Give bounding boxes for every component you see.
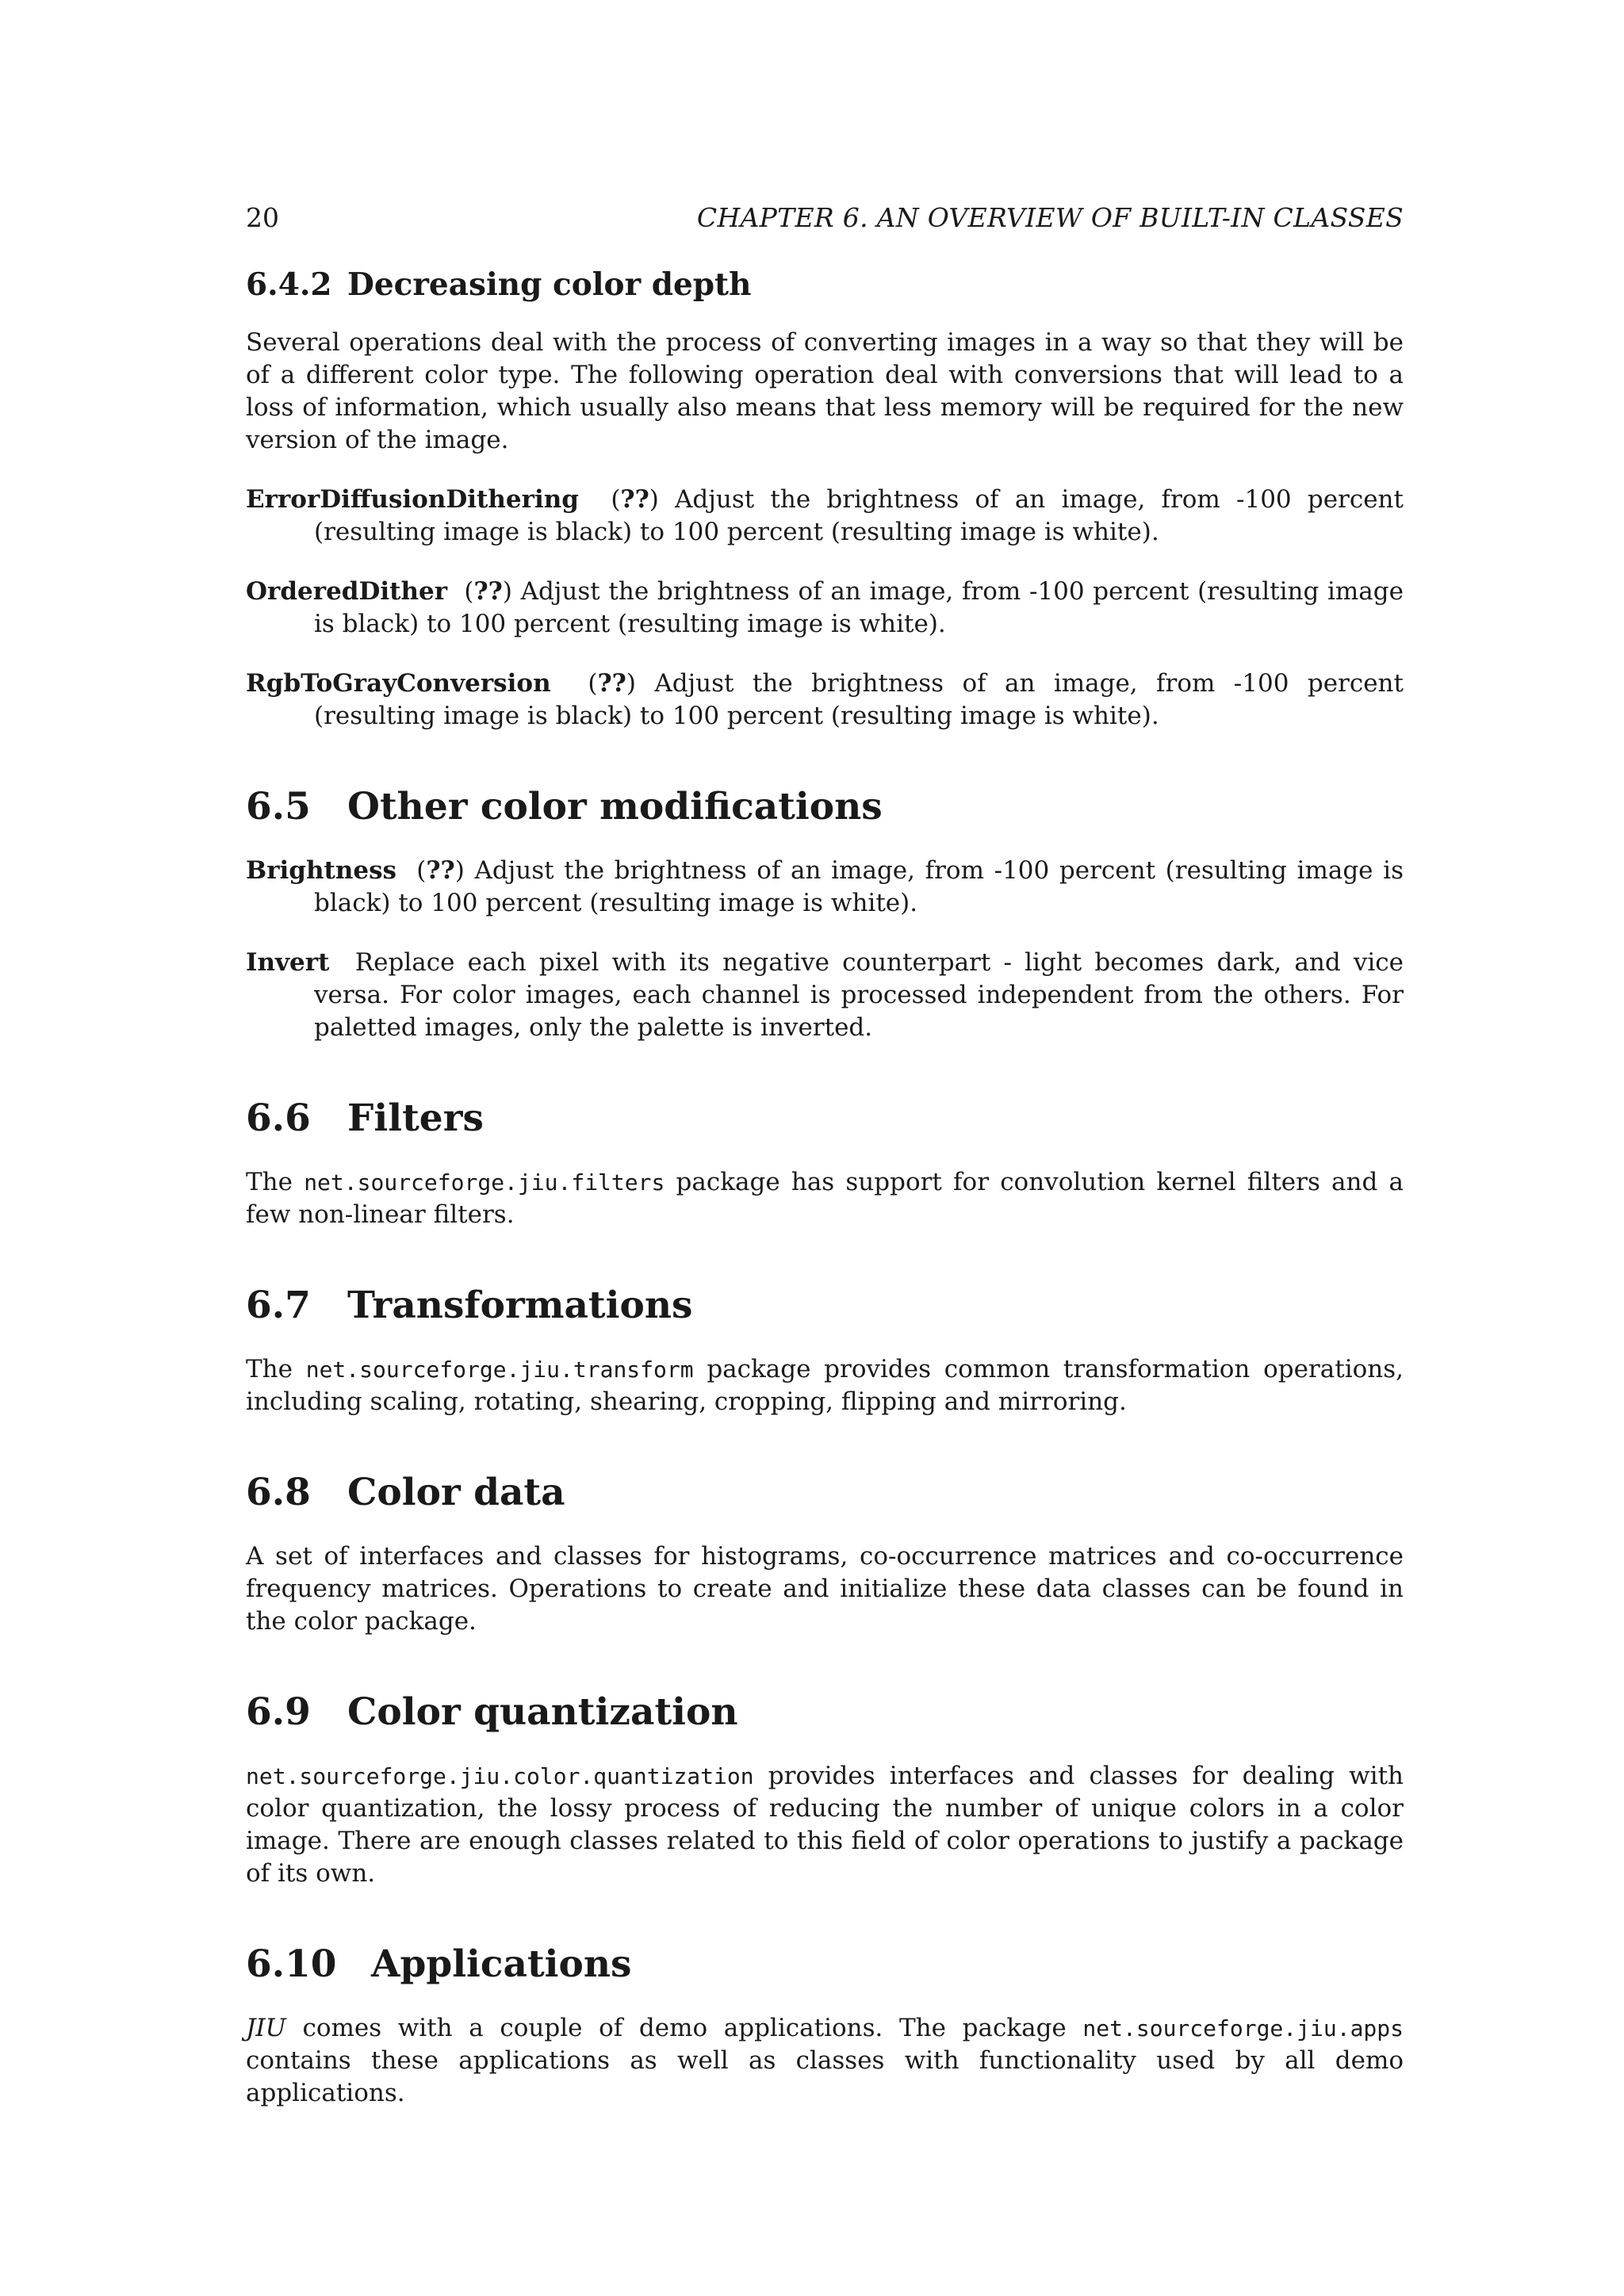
paragraph-color-depth-intro: Several operations deal with the process of converting images in a way so that they will be of a different color type. The following operation deal with conversions that will lead to a loss of information, which usually also means that less memory will be required for the new version of the image. bbox=[246, 328, 1404, 454]
section-heading-6-5 bbox=[246, 783, 1404, 831]
section-number: 6.10 bbox=[246, 1942, 337, 1986]
package-name: net.sourceforge.jiu.color.quantization bbox=[246, 1763, 754, 1789]
item-description: Replace each pixel with its negative counterpart - light becomes dark, and vice versa. For color images, each channel is processed independent from the others. For paletted images, only the palette is inverted. bbox=[314, 948, 1404, 1042]
item-description: Adjust the brightness of an image, from -100 percent (resulting image is black) to 100 percent (resulting image is white). bbox=[314, 856, 1404, 917]
page-number: 20 bbox=[246, 202, 279, 233]
text-run: comes with a couple of demo applications. The package bbox=[302, 2014, 1067, 2042]
description-list-color-modifications bbox=[246, 855, 1404, 1044]
cross-reference[interactable]: ?? bbox=[620, 485, 649, 514]
section-title: Applications bbox=[371, 1942, 632, 1986]
subsection-title: Decreasing color depth bbox=[347, 266, 752, 303]
package-name: net.sourceforge.jiu.apps bbox=[1082, 2015, 1404, 2042]
text-run: package has support for convolution kernel filters and a few non-linear filters. bbox=[246, 1168, 1404, 1229]
subsection-number: 6.4.2 bbox=[246, 266, 332, 303]
section-title: Transformations bbox=[347, 1284, 693, 1327]
library-name: JIU bbox=[246, 2014, 286, 2042]
section-title: Color quantization bbox=[347, 1690, 738, 1734]
cross-reference[interactable]: ?? bbox=[426, 856, 455, 885]
item-term: RgbToGrayConversion bbox=[246, 669, 551, 698]
paragraph-transformations bbox=[246, 1353, 1404, 1418]
paragraph-color-data: A set of interfaces and classes for histograms, co-occurrence matrices and co-occurrence frequency matrices. Operations to create and initialize these data classes can be found in the color package. bbox=[246, 1542, 1404, 1636]
section-title: Other color modifications bbox=[347, 785, 883, 828]
section-number: 6.9 bbox=[246, 1690, 311, 1734]
section-number: 6.6 bbox=[246, 1096, 311, 1140]
item-term: ErrorDiffusionDithering bbox=[246, 485, 579, 514]
cross-reference[interactable]: ?? bbox=[473, 577, 503, 606]
section-title: Color data bbox=[347, 1471, 565, 1514]
text-run: The bbox=[246, 1355, 293, 1383]
section-heading-6-10 bbox=[246, 1941, 1404, 1988]
section-number: 6.7 bbox=[246, 1284, 311, 1327]
item-description: Adjust the brightness of an image, from -100 percent (resulting image is black) to 100 percent (resulting image is white). bbox=[314, 485, 1404, 546]
package-name: net.sourceforge.jiu.transform bbox=[305, 1357, 694, 1383]
chapter-title: CHAPTER 6. AN OVERVIEW OF BUILT-IN CLASSES bbox=[696, 202, 1404, 233]
package-name: net.sourceforge.jiu.filters bbox=[304, 1169, 665, 1196]
description-item bbox=[246, 947, 1404, 1044]
description-list-color-depth bbox=[246, 484, 1404, 733]
item-description: Adjust the brightness of an image, from -100 percent (resulting image is black) to 100 percent (resulting image is white). bbox=[314, 669, 1404, 730]
description-item: Brightness (??) Adjust the brightness of an image, from -100 percent (resulting image is black) to 100 percent (resulting image is white). bbox=[246, 856, 1404, 917]
text-run: provides interfaces and classes for dealing with color quantization, the lossy process of reducing the number of unique colors in a color image. There are enough classes related to this field of color operations to justify a package of its own. bbox=[246, 1762, 1404, 1888]
item-term: Brightness bbox=[246, 856, 397, 885]
subsection-heading-6-4-2 bbox=[246, 265, 1404, 304]
item-term: Invert bbox=[246, 948, 330, 977]
item-description: Adjust the brightness of an image, from -100 percent (resulting image is black) to 100 percent (resulting image is white). bbox=[314, 577, 1404, 638]
section-heading-6-6 bbox=[246, 1095, 1404, 1142]
text-run: The bbox=[246, 1168, 293, 1196]
cross-reference[interactable]: ?? bbox=[597, 669, 626, 698]
text-run: contains these applications as well as classes with functionality used by all demo applications. bbox=[246, 2046, 1404, 2107]
section-title: Filters bbox=[347, 1096, 484, 1140]
description-item: ErrorDiffusionDithering (??) Adjust the brightness of an image, from -100 percent (resulting image is black) to 100 percent (resulting image is white). bbox=[246, 485, 1404, 546]
section-number: 6.8 bbox=[246, 1471, 311, 1514]
section-heading-6-9 bbox=[246, 1689, 1404, 1736]
section-heading-6-8 bbox=[246, 1469, 1404, 1517]
paragraph-applications bbox=[246, 2012, 1404, 2110]
page bbox=[246, 200, 1404, 2137]
description-item: OrderedDither (??) Adjust the brightness of an image, from -100 percent (resulting image is black) to 100 percent (resulting image is white). bbox=[246, 577, 1404, 638]
paragraph-filters bbox=[246, 1166, 1404, 1231]
section-number: 6.5 bbox=[246, 785, 311, 828]
running-header bbox=[246, 200, 1404, 236]
description-item: RgbToGrayConversion (??) Adjust the brightness of an image, from -100 percent (resulting image is black) to 100 percent (resulting image is white). bbox=[246, 669, 1404, 730]
section-heading-6-7 bbox=[246, 1282, 1404, 1330]
paragraph-color-quantization bbox=[246, 1760, 1404, 1890]
text-run: package provides common transformation operations, including scaling, rotating, shearing, cropping, flipping and mirroring. bbox=[246, 1355, 1404, 1416]
item-term: OrderedDither bbox=[246, 577, 448, 606]
